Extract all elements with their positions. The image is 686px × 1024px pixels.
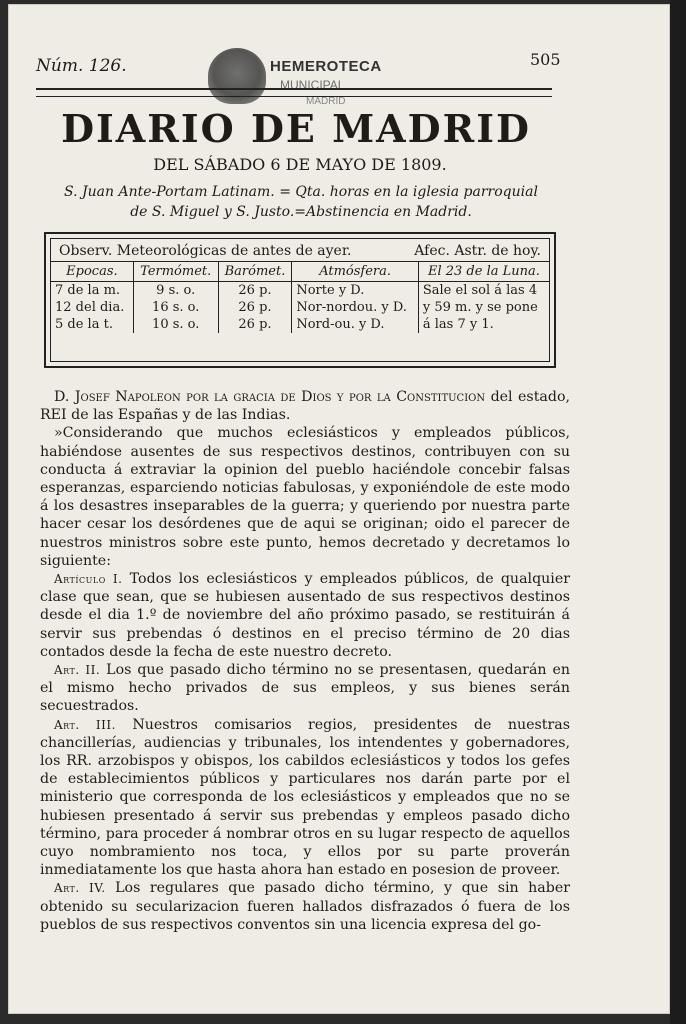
issue-number: Núm. 126. — [36, 56, 127, 76]
saints-of-the-day — [40, 182, 562, 222]
article-1-text: Todos los eclesiásticos y empleados públicos, de qualquier clase que sean, que se hubiesen ausentado de sus respectivos destinos desde el dia 1.º de noviembre del año próximo pasado, se restituirán á servir sus prebendas ó destinos en el preciso término de 20 dias contados desde la fecha de este nuestro decreto. — [40, 571, 570, 660]
article-2 — [40, 661, 570, 716]
dateline: DEL SÁBADO 6 DE MAYO DE 1809. — [153, 155, 447, 174]
article-4-label: Art. IV. — [54, 881, 106, 896]
article-4 — [40, 879, 570, 934]
saints-line-1: S. Juan Ante-Portam Latinam. = Qta. horas en la iglesia parroquial — [64, 184, 538, 200]
masthead-title: DIARIO DE MADRID — [61, 106, 531, 151]
cell: 26 p. — [218, 316, 292, 333]
article-3 — [40, 716, 570, 880]
weather-grid — [51, 262, 549, 333]
cell: Norte y D. — [292, 282, 419, 300]
col-atmosfera: Atmósfera. — [292, 262, 419, 282]
cell: 12 del dia. — [51, 299, 133, 316]
article-3-label: Art. III. — [54, 717, 116, 732]
cell: 26 p. — [218, 299, 292, 316]
cell: 10 s. o. — [133, 316, 218, 333]
cell: 9 s. o. — [133, 282, 218, 300]
decree-issuer-rest: del estado, REI de las Españas y de las Indias. — [40, 389, 571, 424]
col-epocas: Epocas. — [51, 262, 133, 282]
scan-edge — [670, 0, 686, 1024]
cell: Nord-ou. y D. — [292, 316, 419, 333]
top-rule — [36, 88, 552, 90]
weather-columns — [51, 262, 549, 282]
decree-preamble: »Considerando que muchos eclesiásticos y empleados públicos, habiéndose ausentes de sus respectivos destinos, contribuyen con su conducta á extraviar la opinion del pueblo haciéndole concebir falsas esperanzas, esparciendo noticias fabulosas, y exponiéndole de este modo á los desastres inseparables de la guerra; y queriendo por nuestra parte hacer cesar los desórdenes que de aqui se originan; oido el parecer de nuestros ministros sobre este punto, hemos decretado y decretamos lo siguiente: — [40, 425, 570, 569]
stamp-city: MADRID — [306, 96, 346, 107]
cell: Sale el sol á las 4 — [422, 283, 538, 298]
top-rule-thin — [36, 96, 552, 97]
col-termometro: Termómet. — [133, 262, 218, 282]
saints-line-2: de S. Miguel y S. Justo.=Abstinencia en Madrid. — [130, 204, 472, 220]
weather-table-header — [51, 239, 549, 262]
stamp-title: HEMEROTECA — [270, 58, 382, 75]
stamp-subtitle: MUNICIPAL — [280, 78, 345, 92]
cell: 5 de la t. — [51, 316, 133, 333]
cell: á las 7 y 1. — [422, 317, 494, 332]
article-2-label: Art. II. — [54, 663, 101, 678]
col-barometro: Barómet. — [218, 262, 292, 282]
weather-title-right: Afec. Astr. de hoy. — [414, 243, 541, 259]
article-body — [40, 388, 570, 934]
weather-table-frame — [44, 232, 556, 368]
weather-table — [50, 238, 550, 362]
cell: 16 s. o. — [133, 299, 218, 316]
article-4-text: Los regulares que pasado dicho término, y que sin haber obtenido su secularizacion fueren hallados disfrazados ó fuera de los pueblos de sus respectivos conventos sin una licencia expresa del go- — [40, 880, 570, 933]
table-row — [51, 299, 549, 316]
decree-intro — [40, 388, 570, 424]
cell: y 59 m. y se pone — [422, 300, 538, 315]
decree-issuer: D. Josef Napoleon por la gracia de Dios y por la Constitucion — [54, 389, 486, 405]
article-1 — [40, 570, 570, 661]
cell: 7 de la m. — [51, 282, 133, 300]
cell: Nor-nordou. y D. — [292, 299, 419, 316]
article-1-label: Artículo I. — [54, 572, 123, 587]
table-row — [51, 316, 549, 333]
cell: 26 p. — [218, 282, 292, 300]
article-2-text: Los que pasado dicho término no se presentasen, quedarán en el mismo hecho privados de sus empleos, y sus bienes serán secuestrados. — [40, 662, 570, 715]
article-3-text: Nuestros comisarios regios, presidentes de nuestras chancillerías, audiencias y tribunales, los intendentes y gobernadores, los RR. arzobispos y obispos, los cabildos eclesiásticos y todos los gefes de establecimientos públicos y particulares nos darán parte por el ministerio que corresponda de los eclesiásticos y empleados que no se hubiesen presentado á servir sus prebendas y empleos pasado dicho término, para proceder á nombrar otros en su lugar respecto de aquellos cuyo nombramiento nos toca, y ellos por su parte proverán inmediatamente los que hasta ahora han estado en posesion de proveer. — [40, 716, 570, 879]
page-number: 505 — [530, 50, 561, 69]
col-luna: El 23 de la Luna. — [418, 262, 549, 282]
weather-title-left: Observ. Meteorológicas de antes de ayer. — [59, 243, 352, 259]
table-row — [51, 282, 549, 300]
